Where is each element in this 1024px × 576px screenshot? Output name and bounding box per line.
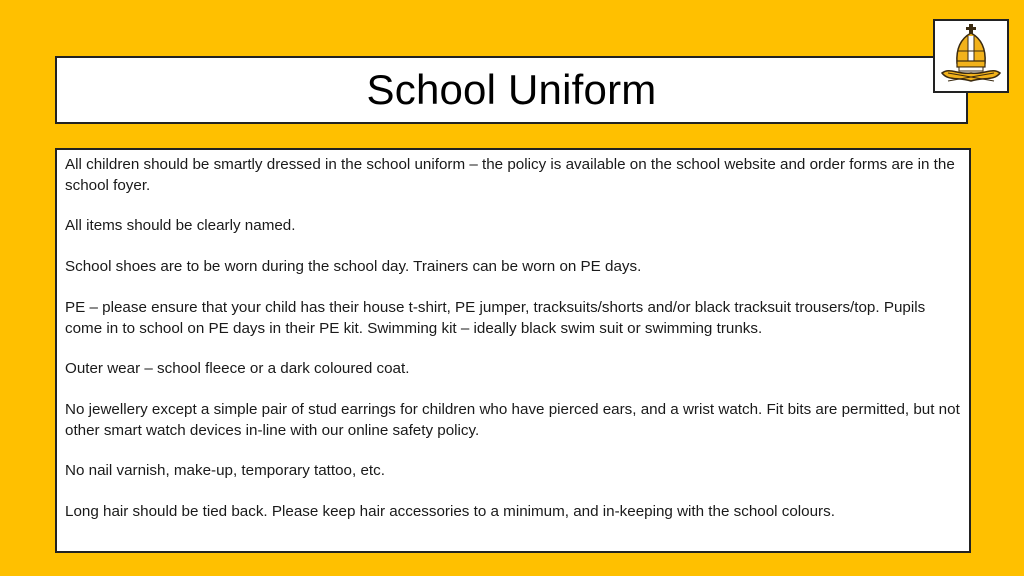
paragraph-named-items: All items should be clearly named. (65, 217, 296, 235)
mitre-crest-icon (938, 23, 1004, 89)
title-banner (55, 56, 968, 124)
paragraph-jewellery: No jewellery except a simple pair of stud earrings for children who have pierced ears, and a wrist watch. Fit bits are permitted, but not other smart watch devices in-line with our online safety policy. (65, 400, 960, 439)
school-logo (933, 19, 1009, 93)
paragraph-long-hair: Long hair should be tied back. Please keep hair accessories to a minimum, and in-keeping with the school colours. (65, 503, 835, 521)
page-title: School Uniform (366, 66, 657, 113)
paragraph-dress-policy: All children should be smartly dressed in the school uniform – the policy is available on the school website and order forms are in the school foyer. (65, 156, 955, 194)
paragraph-pe-kit: PE – please ensure that your child has their house t-shirt, PE jumper, tracksuits/shorts and/or black tracksuit trousers/top. Pupils come in to school on PE days in their PE kit. Swimming kit – ideally black swim suit or swimming trunks. (65, 298, 926, 337)
paragraph-school-shoes: School shoes are to be worn during the school day. Trainers can be worn on PE days. (65, 258, 642, 276)
paragraph-outer-wear: Outer wear – school fleece or a dark coloured coat. (65, 360, 410, 378)
uniform-policy-panel (55, 148, 971, 553)
paragraph-nail-varnish: No nail varnish, make-up, temporary tattoo, etc. (65, 462, 385, 480)
